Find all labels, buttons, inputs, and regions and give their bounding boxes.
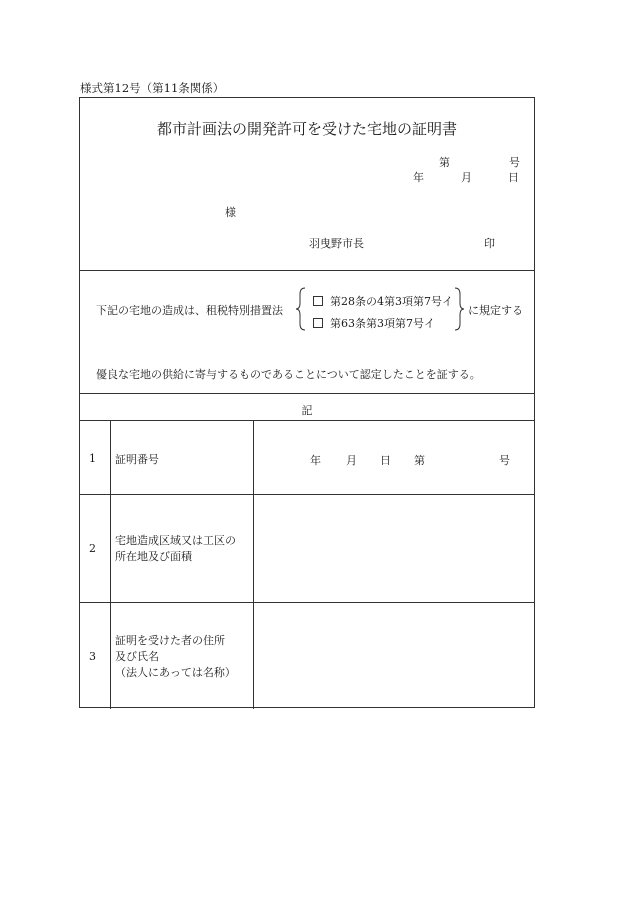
- seal-mark: 印: [484, 237, 495, 250]
- certify-statement: 優良な宅地の供給に寄与するものであることについて認定したことを証する。: [96, 368, 481, 381]
- row-label-2: [115, 533, 236, 565]
- option-label-2: 第63条第3項第7号イ: [330, 317, 435, 330]
- left-brace-icon: [294, 286, 308, 332]
- row-number-1: 1: [89, 452, 96, 465]
- row-label-3: [115, 633, 236, 681]
- ki-heading: 記: [301, 404, 313, 417]
- date-year: 年: [413, 171, 424, 184]
- number-go: 号: [509, 156, 520, 169]
- row-label-3-line-1: 証明を受けた者の住所: [115, 634, 225, 647]
- document-title: 都市計画法の開発許可を受けた宅地の証明書: [156, 120, 457, 138]
- number-dai: 第: [439, 156, 450, 169]
- column-divider: [253, 420, 254, 709]
- mayor-name: 羽曳野市長: [309, 237, 364, 250]
- row-label-3-line-2: 及び氏名: [115, 650, 159, 663]
- addressee-sama: 様: [225, 206, 236, 219]
- checkbox-option-2[interactable]: [313, 318, 323, 328]
- divider: [80, 393, 534, 394]
- row-number-2: 2: [89, 542, 96, 555]
- divider: [80, 270, 534, 271]
- row-label-2-line-1: 宅地造成区域又は工区の: [115, 534, 236, 547]
- certify-suffix: に規定する: [468, 304, 523, 317]
- cert-month: 月: [346, 454, 357, 467]
- divider: [80, 420, 534, 421]
- date-day: 日: [508, 171, 519, 184]
- cert-day: 日: [380, 454, 391, 467]
- row-label-2-line-2: 所在地及び面積: [115, 550, 192, 563]
- certify-prefix: 下記の宅地の造成は、租税特別措置法: [96, 304, 283, 317]
- column-divider: [110, 420, 111, 709]
- certificate-form: [79, 97, 535, 708]
- row-divider: [80, 602, 534, 603]
- row-label-1: 証明番号: [115, 453, 159, 466]
- form-number: 様式第12号（第11条関係）: [80, 81, 225, 95]
- cert-year: 年: [310, 454, 321, 467]
- option-item-1: [313, 293, 453, 309]
- row-number-3: 3: [89, 650, 96, 663]
- row-label-3-line-3: （法人にあっては名称）: [115, 666, 236, 679]
- row-divider: [80, 494, 534, 495]
- option-label-1: 第28条の4第3項第7号イ: [330, 295, 453, 308]
- option-item-2: [313, 315, 435, 331]
- cert-go: 号: [499, 454, 510, 467]
- checkbox-option-1[interactable]: [313, 296, 323, 306]
- cert-dai: 第: [414, 454, 425, 467]
- date-month: 月: [461, 171, 472, 184]
- right-brace-icon: [452, 286, 466, 332]
